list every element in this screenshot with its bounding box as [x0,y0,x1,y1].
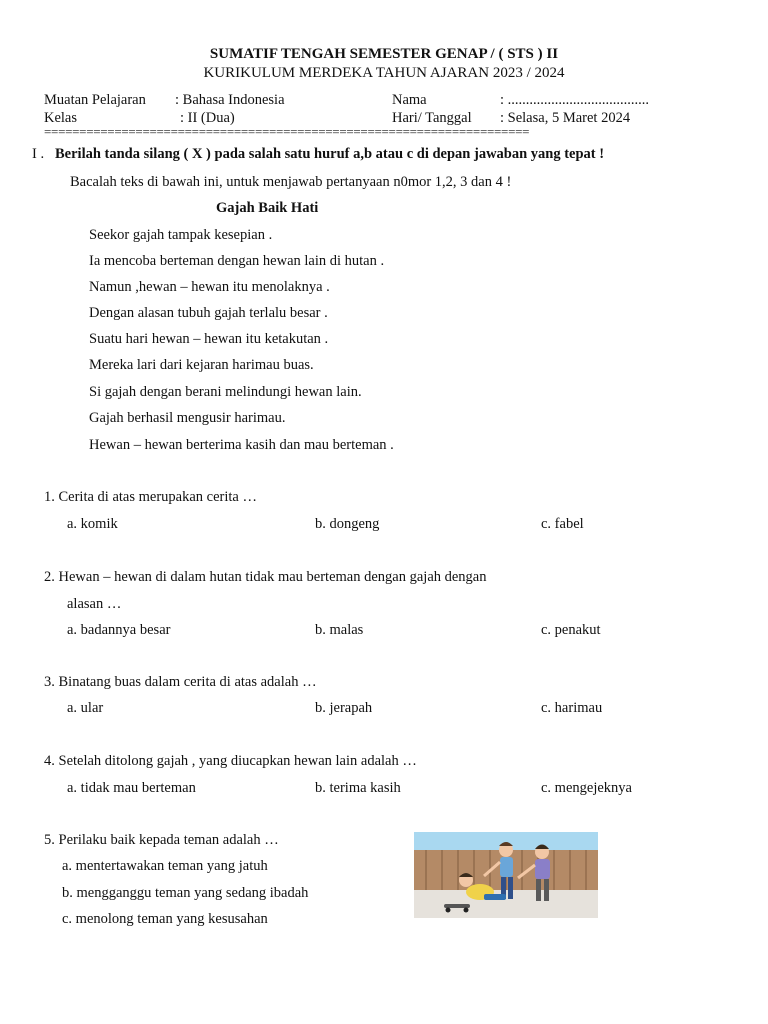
helping-friend-illustration [414,832,598,918]
q2-option-c[interactable]: c. penakut [541,622,601,638]
story-title: Gajah Baik Hati [216,200,319,216]
story-line: Dengan alasan tubuh gajah terlalu besar . [89,305,328,321]
divider-line: ===================================================================== [44,124,530,139]
story-line: Si gajah dengan berani melindungi hewan lain. [89,384,362,400]
q2-option-b[interactable]: b. malas [315,622,364,638]
day-label: Hari/ Tanggal [392,110,472,126]
question-4: 4. Setelah ditolong gajah , yang diucapkan hewan lain adalah … [44,753,417,769]
q4-option-a[interactable]: a. tidak mau berteman [67,780,196,796]
subject-value: : Bahasa Indonesia [175,92,285,108]
class-value: : II (Dua) [180,110,235,126]
subject-label: Muatan Pelajaran [44,92,146,108]
page-subtitle: KURIKULUM MERDEKA TAHUN AJARAN 2023 / 2024 [203,65,565,81]
story-line: Namun ,hewan – hewan itu menolaknya . [89,279,330,295]
q1-option-c[interactable]: c. fabel [541,516,584,532]
section-numeral: I . [32,146,45,162]
q2-option-a[interactable]: a. badannya besar [67,622,171,638]
q5-option-c[interactable]: c. menolong teman yang kesusahan [62,911,268,927]
skateboard [444,904,470,908]
name-field[interactable]: : ....................................... [500,92,650,108]
story-line: Hewan – hewan berterima kasih dan mau berteman . [89,437,394,453]
q3-option-a[interactable]: a. ular [67,700,104,716]
page-title: SUMATIF TENGAH SEMESTER GENAP / ( STS ) II [209,46,559,62]
question-5: 5. Perilaku baik kepada teman adalah … [44,832,279,848]
q1-option-a[interactable]: a. komik [67,516,118,532]
reading-prompt: Bacalah teks di bawah ini, untuk menjawab pertanyaan n0mor 1,2, 3 dan 4 ! [70,174,512,190]
story-line: Gajah berhasil mengusir harimau. [89,410,286,426]
q5-option-b[interactable]: b. mengganggu teman yang sedang ibadah [62,885,309,901]
story-line: Seekor gajah tampak kesepian . [89,227,273,243]
question-2-cont: alasan … [67,596,122,612]
story-line: Mereka lari dari kejaran harimau buas. [89,357,314,373]
q4-option-c[interactable]: c. mengejeknya [541,780,632,796]
illustration-svg [414,832,598,918]
q4-option-b[interactable]: b. terima kasih [315,780,401,796]
q1-option-b[interactable]: b. dongeng [315,516,380,532]
question-2: 2. Hewan – hewan di dalam hutan tidak mau berteman dengan gajah dengan [44,569,487,585]
instruction-text: Berilah tanda silang ( X ) pada salah satu huruf a,b atau c di depan jawaban yang tepat ! [55,146,605,162]
q5-option-a[interactable]: a. mentertawakan teman yang jatuh [62,858,268,874]
question-1: 1. Cerita di atas merupakan cerita … [44,489,257,505]
day-value: : Selasa, 5 Maret 2024 [500,110,631,126]
q3-option-c[interactable]: c. harimau [541,700,603,716]
question-3: 3. Binatang buas dalam cerita di atas adalah … [44,674,317,690]
class-label: Kelas [44,110,78,126]
q3-option-b[interactable]: b. jerapah [315,700,373,716]
story-line: Ia mencoba berteman dengan hewan lain di hutan . [89,253,385,269]
story-line: Suatu hari hewan – hewan itu ketakutan . [89,331,329,347]
name-label: Nama [392,92,427,108]
